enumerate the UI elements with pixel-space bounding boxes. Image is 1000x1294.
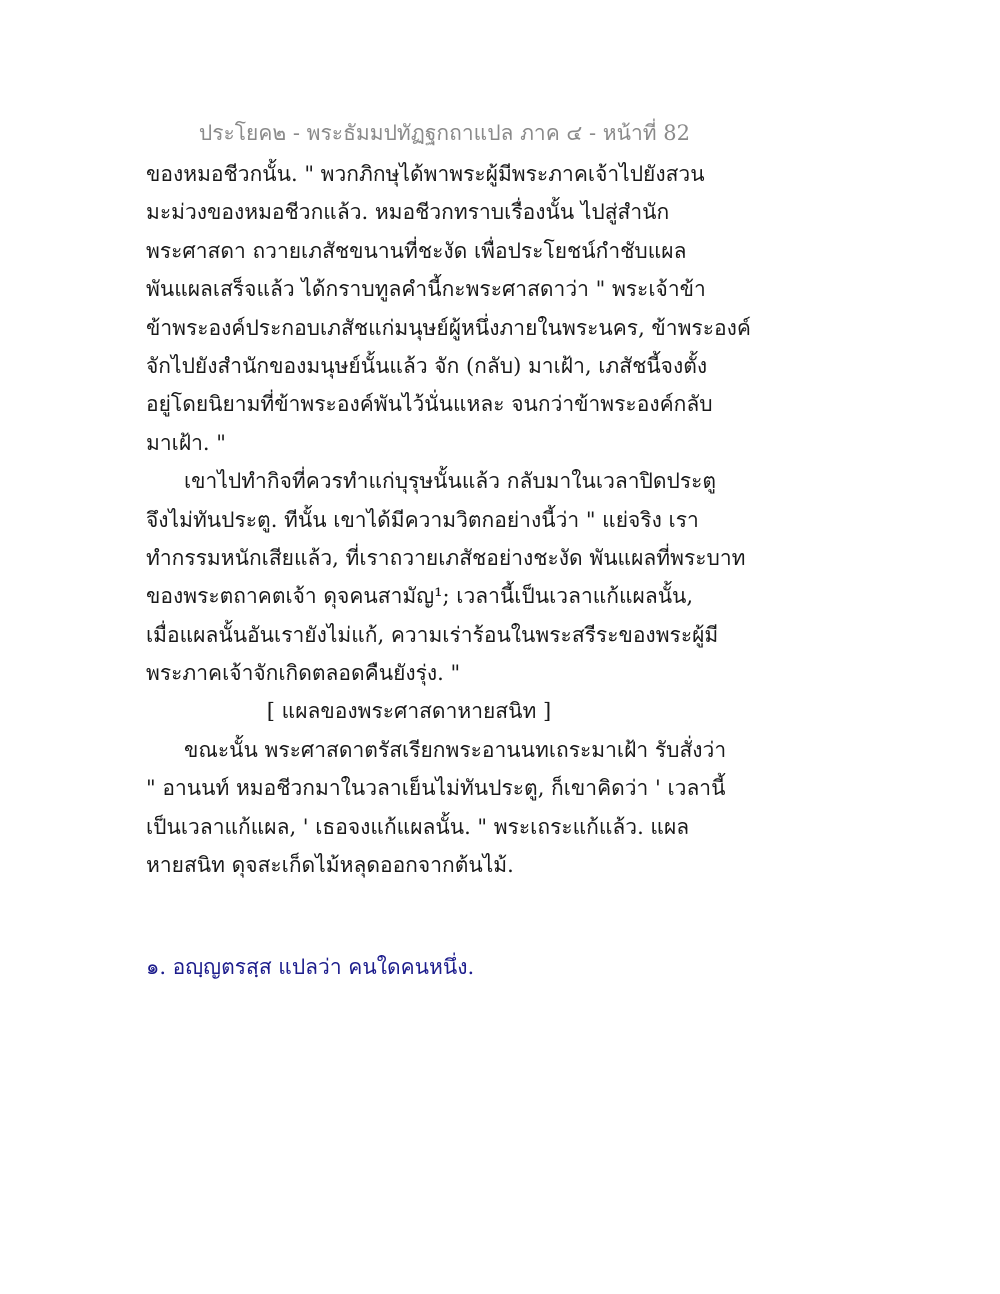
- text-line: ทำกรรมหนักเสียแล้ว, ที่เราถวายเภสัชอย่างชะงัด พันแผลที่พระบาท: [146, 545, 746, 570]
- paragraph-1: [146, 155, 751, 462]
- text-line: พระภาคเจ้าจักเกิดตลอดคืนยังรุ่ง. ": [146, 661, 461, 686]
- text-line: จักไปยังสำนักของมนุษย์นั้นแล้ว จัก (กลับ) มาเฝ้า, เภสัชนี้จงตั้ง: [146, 353, 708, 378]
- text-line: มาเฝ้า. ": [146, 430, 226, 455]
- section-heading-text: [ แผลของพระศาสดาหายสนิท ]: [266, 699, 552, 724]
- text-line: เขาไปทำกิจที่ควรทำแก่บุรุษนั้นแล้ว กลับมาในเวลาปิดประตู: [184, 469, 717, 494]
- text-line: ของพระตถาคตเจ้า ดุจคนสามัญ¹; เวลานี้เป็นเวลาแก้แผลนั้น,: [146, 584, 694, 609]
- text-line: จึงไม่ทันประตู. ทีนั้น เขาได้มีความวิตกอย่างนี้ว่า " แย่จริง เรา: [146, 507, 699, 532]
- text-line: ขณะนั้น พระศาสดาตรัสเรียกพระอานนทเถระมาเฝ้า รับสั่งว่า: [184, 737, 727, 762]
- text-line: พันแผลเสร็จแล้ว ได้กราบทูลคำนี้กะพระศาสดาว่า " พระเจ้าข้า: [146, 277, 706, 302]
- text-line: อยู่โดยนิยามที่ข้าพระองค์พันไว้นั่นแหละ จนกว่าข้าพระองค์กลับ: [146, 392, 713, 417]
- text-line: หายสนิท ดุจสะเก็ดไม้หลุดออกจากต้นไม้.: [146, 853, 514, 878]
- text-line: เมื่อแผลนั้นอันเรายังไม่แก้, ความเร่าร้อนในพระสรีระของพระผู้มี: [146, 622, 719, 647]
- text-line: " อานนท์ หมอชีวกมาในวลาเย็นไม่ทันประตู, ก็เขาคิดว่า ' เวลานี้: [146, 776, 726, 801]
- paragraph-3: [146, 731, 727, 885]
- body-text: [146, 155, 751, 884]
- text-line: ของหมอชีวกนั้น. " พวกภิกษุได้พาพระผู้มีพระภาคเจ้าไปยังสวน: [146, 162, 705, 186]
- text-line: พระศาสดา ถวายเภสัชขนานที่ชะงัด เพื่อประโยชน์กำชับแผล: [146, 238, 687, 263]
- section-heading: [146, 692, 706, 730]
- paragraph-2: [146, 462, 746, 692]
- footnote: ๑. อญฺญตรสฺส แปลว่า คนใดคนหนึ่ง.: [146, 955, 475, 979]
- text-line: มะม่วงของหมอชีวกแล้ว. หมอชีวกทราบเรื่องนั้น ไปสู่สำนัก: [146, 200, 670, 225]
- page-header: ประโยค๒ - พระธัมมปทัฏฐกถาแปล ภาค ๔ - หน้าที่ 82: [198, 121, 690, 145]
- text-line: ข้าพระองค์ประกอบเภสัชแก่มนุษย์ผู้หนึ่งภายในพระนคร, ข้าพระองค์: [146, 315, 751, 340]
- text-line: เป็นเวลาแก้แผล, ' เธอจงแก้แผลนั้น. " พระเถระแก้แล้ว. แผล: [146, 814, 690, 839]
